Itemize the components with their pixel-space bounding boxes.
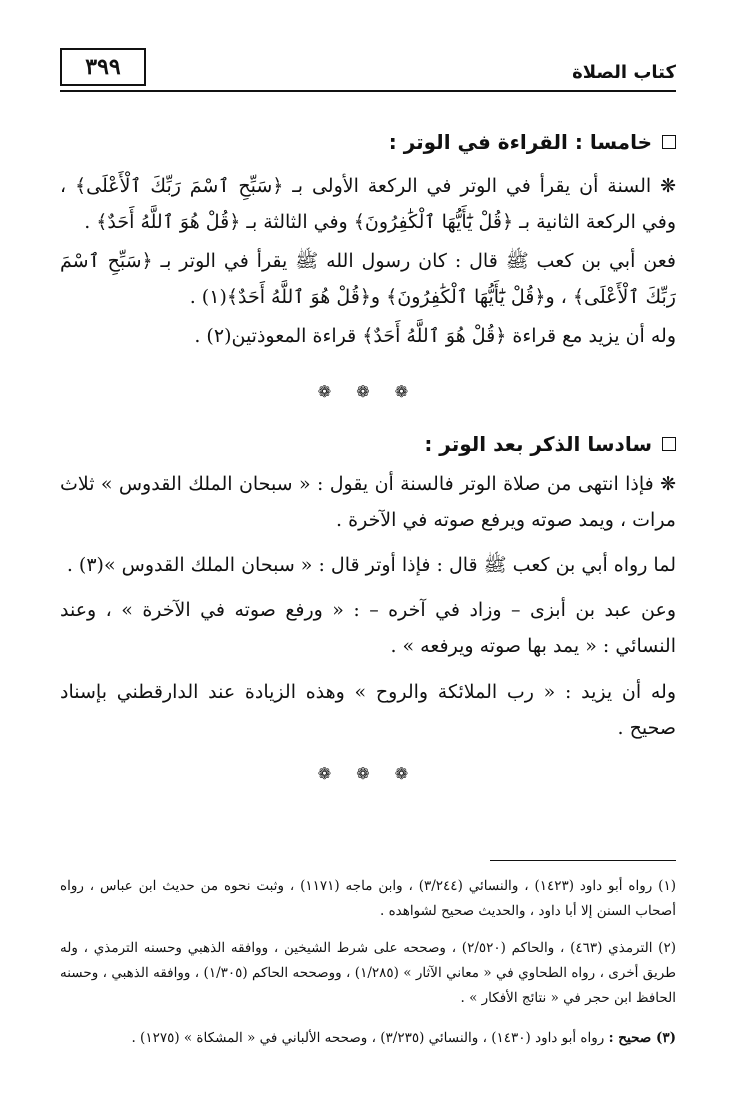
paragraph: لما رواه أبي بن كعب ﷺ قال : فإذا أوتر قال : « سبحان الملك القدوس »(٣) .	[66, 554, 676, 576]
checkbox-icon	[662, 135, 676, 149]
paragraph: وعن عبد بن أبزى – وزاد في آخره – : « ورفع صوته في الآخرة » ، وعند النسائي : « يمد بها صوته ويرفعه » .	[60, 599, 676, 657]
header-rule	[60, 90, 676, 92]
paragraph: ❋ فإذا انتهى من صلاة الوتر فالسنة أن يقول : « سبحان الملك القدوس » ثلاث مرات ، ويمد صوته ويرفع صوته في الآخرة .	[60, 473, 676, 531]
footnote-3	[60, 1026, 676, 1051]
paragraph: ❋ السنة أن يقرأ في الوتر في الركعة الأولى بـ ﴿سَبِّحِ ٱسْمَ رَبِّكَ ٱلْأَعْلَى﴾ ، وفي الركعة الثانية بـ ﴿قُلْ يَٰٓأَيُّهَا ٱلْكَٰفِرُونَ﴾ وفي الثالثة بـ ﴿قُلْ هُوَ ٱللَّهُ أَحَدٌ﴾ .	[60, 175, 676, 233]
footnote-text: رواه أبو داود (١٤٣٠) ، والنسائي (٣/٢٣٥) ، وصححه الألباني في « المشكاة » (١٢٧٥) .	[131, 1030, 609, 1046]
paragraph: فعن أبي بن كعب ﷺ قال : كان رسول الله ﷺ يقرأ في الوتر بـ ﴿سَبِّحِ ٱسْمَ رَبِّكَ ٱلْأَعْلَى﴾ ، و﴿قُلْ يَٰٓأَيُّهَا ٱلْكَٰفِرُونَ﴾ و﴿قُلْ هُوَ ٱللَّهُ أَحَدٌ﴾(١) .	[60, 250, 676, 308]
section-heading-5	[60, 130, 676, 154]
book-title: كتاب الصلاة	[572, 62, 676, 83]
ornament-divider: ❁ ❁ ❁	[317, 764, 419, 783]
footnote-2: (٢) الترمذي (٤٦٣) ، والحاكم (٢/٥٢٠) ، وصححه على شرط الشيخين ، ووافقه الذهبي وحسنه الترمذي ، وله طريق أخرى ، رواه الطحاوي في « معاني الآثار » (١/٢٨٥) ، ووصححه الحاكم (١/٣٠٥) ، ووافقه الذهبي ، وحسنه الحافظ ابن حجر في « نتائج الأفكار » .	[60, 940, 676, 1006]
ornament-divider: ❁ ❁ ❁	[317, 382, 419, 401]
checkbox-icon	[662, 437, 676, 451]
paragraph: وله أن يزيد مع قراءة ﴿قُلْ هُوَ ٱللَّهُ أَحَدٌ﴾ قراءة المعوذتين(٢) .	[194, 325, 676, 347]
footnote-grade: (٣) صحيح :	[608, 1030, 676, 1046]
paragraph: وله أن يزيد : « رب الملائكة والروح » وهذه الزيادة عند الدارقطني بإسناد صحيح .	[60, 681, 676, 739]
footnote-1: (١) رواه أبو داود (١٤٢٣) ، والنسائي (٣/٢٤٤) ، وابن ماجه (١١٧١) ، وثبت نحوه من حديث ابن عباس ، رواه أصحاب السنن إلا أبا داود ، والحديث صحيح لشواهده .	[60, 878, 676, 919]
page-header	[60, 48, 676, 94]
section-heading-6	[60, 432, 676, 456]
footnote-rule	[490, 860, 676, 861]
section-heading-text: خامسا : القراءة في الوتر :	[388, 130, 652, 154]
section-heading-text: سادسا الذكر بعد الوتر :	[424, 432, 652, 456]
page-number: ٣٩٩	[60, 48, 146, 86]
